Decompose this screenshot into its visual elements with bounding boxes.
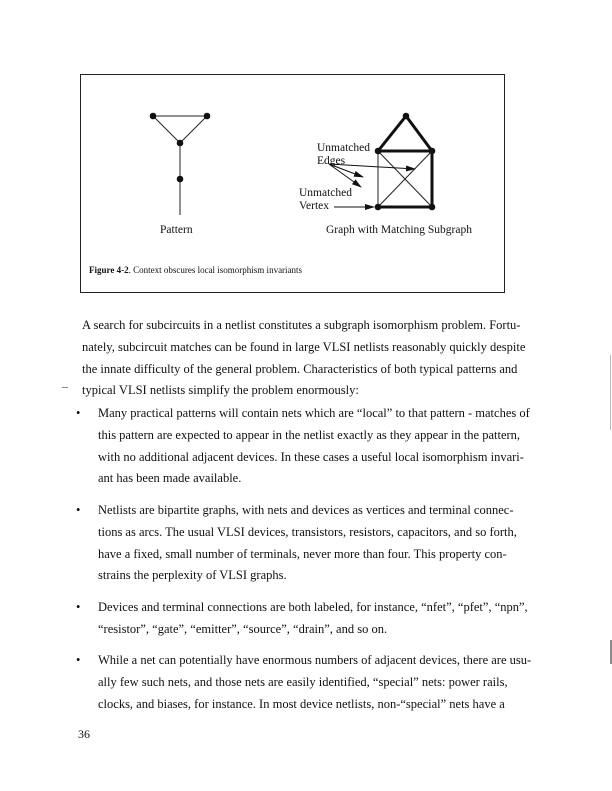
text-line: While a net can potentially have enormous numbers of adjacent devices, there are usu-: [98, 653, 532, 667]
matched-edge: [406, 116, 432, 151]
text-line: have a fixed, small number of terminals, never more than four. This property con-: [98, 546, 507, 561]
page-number: 36: [78, 727, 90, 741]
graph-label: Graph with Matching Subgraph: [326, 224, 472, 236]
text-line: clocks, and biases, for instance. In most device netlists, non-“special” nets have a: [98, 696, 505, 711]
graph-vertex: [429, 204, 436, 211]
pattern-vertex: [150, 113, 157, 120]
pattern-edge: [180, 116, 207, 143]
graph-vertex: [375, 148, 382, 155]
bullet-icon: •: [76, 653, 81, 667]
text-line: this pattern are expected to appear in the netlist exactly as they appear in the pattern,: [98, 427, 521, 442]
pattern-label: Pattern: [160, 224, 193, 236]
label-line: Unmatched: [317, 142, 371, 154]
pattern-vertex: [177, 140, 184, 147]
margin-mark: –: [62, 379, 68, 393]
graph-vertex: [403, 113, 410, 120]
text-line: tions as arcs. The usual VLSI devices, transistors, resistors, capacitors, and so forth,: [98, 524, 517, 539]
matched-edge: [378, 116, 406, 151]
text-line: Netlists are bipartite graphs, with nets and devices as vertices and terminal connec-: [98, 503, 514, 517]
bullet-icon: •: [76, 406, 81, 420]
host-graph: [375, 113, 436, 211]
text-line: typical VLSI netlists simplify the problem enormously:: [82, 383, 359, 398]
text-line: with no additional adjacent devices. In these cases a useful local isomorphism invari-: [98, 449, 524, 464]
scan-artifact: [610, 355, 611, 430]
text-line: “resistor”, “gate”, “emitter”, “source”, “drain”, and so on.: [98, 621, 388, 636]
text-line: the innate difficulty of the general problem. Characteristics of both typical patterns and: [82, 361, 518, 376]
text-line: ally few such nets, and those nets are easily identified, “special” nets: power rails,: [98, 674, 508, 689]
figure-4-2: [80, 74, 505, 293]
graph-vertex: [429, 148, 436, 155]
text-line: Devices and terminal connections are both labeled, for instance, “nfet”, “pfet”, “npn”,: [98, 600, 528, 614]
text-line: A search for subcircuits in a netlist constitutes a subgraph isomorphism problem. Fortu-: [82, 318, 521, 332]
unmatched-vertex: [375, 204, 382, 211]
text-line: strains the perplexity of VLSI graphs.: [98, 568, 287, 583]
pattern-edge: [153, 116, 180, 143]
pattern-vertex: [204, 113, 211, 120]
text-line: ant has been made available.: [98, 471, 242, 486]
figure-diagram: [81, 75, 504, 292]
intro-paragraph: [82, 315, 552, 402]
label-line: Edges: [317, 155, 346, 167]
bullet-icon: •: [76, 600, 81, 614]
caption-number: Figure 4-2: [89, 265, 129, 275]
caption-text: . Context obscures local isomorphism invariants: [128, 265, 303, 275]
text-line: Many practical patterns will contain nets which are “local” to that pattern - matches of: [98, 406, 530, 420]
bullet-icon: •: [76, 503, 81, 517]
figure-caption: [89, 265, 302, 275]
pattern-graph: [150, 113, 211, 215]
label-line: Unmatched: [299, 187, 353, 199]
unmatched-edges-label: [317, 142, 370, 168]
unmatched-vertex-label: [299, 187, 352, 213]
text-line: nately, subcircuit matches can be found in large VLSI netlists reasonably quickly despite: [82, 339, 526, 354]
pattern-vertex: [177, 176, 184, 183]
label-line: Vertex: [299, 200, 330, 212]
